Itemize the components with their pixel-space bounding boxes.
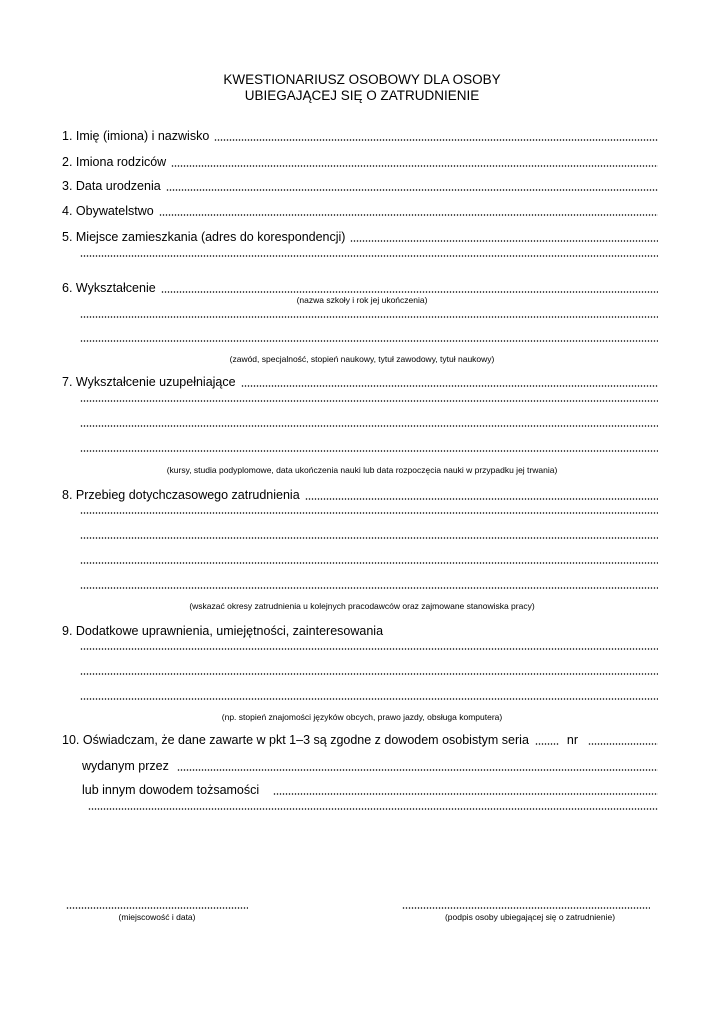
place-date-caption: (miejscowość i data): [118, 912, 196, 922]
field-name[interactable]: [62, 129, 658, 144]
field-employment[interactable]: [62, 488, 658, 503]
field-employment-line-3[interactable]: [80, 537, 658, 542]
place-date-line[interactable]: [66, 907, 248, 909]
field-issued-by-line[interactable]: [177, 769, 658, 771]
field-citizenship-label: 4. Obywatelstwo: [62, 204, 154, 218]
field-address[interactable]: [62, 230, 658, 245]
dotted-line[interactable]: [80, 587, 658, 589]
field-birth-date-line[interactable]: [166, 189, 658, 191]
field-id-number[interactable]: [588, 743, 658, 745]
field-additional-education-line-2[interactable]: [80, 400, 658, 405]
hint-profession: (zawód, specjalność, stopień naukowy, tytuł zawodowy, tytuł naukowy): [229, 354, 495, 364]
field-name-label: 1. Imię (imiona) i nazwisko: [62, 129, 210, 143]
field-address-line[interactable]: [350, 240, 658, 242]
field-employment-line[interactable]: [305, 498, 658, 500]
field-additional-education-line[interactable]: [241, 385, 658, 387]
field-skills-line-1[interactable]: [80, 648, 658, 653]
field-employment-line-4[interactable]: [80, 562, 658, 567]
field-skills-line-2[interactable]: [80, 673, 658, 678]
field-other-id[interactable]: [82, 783, 658, 798]
dotted-line[interactable]: [80, 698, 658, 700]
title-line-1: KWESTIONARIUSZ OSOBOWY DLA OSOBY: [223, 72, 501, 87]
field-issued-by-label: wydanym przez: [82, 759, 169, 773]
field-education-line[interactable]: [161, 291, 658, 293]
signature-caption: (podpis osoby ubiegającej się o zatrudnienie): [444, 912, 616, 922]
field-other-id-line-2[interactable]: [88, 808, 658, 813]
field-additional-education[interactable]: [62, 375, 658, 390]
field-issued-by[interactable]: [82, 759, 658, 774]
dotted-line[interactable]: [80, 562, 658, 564]
dotted-line[interactable]: [88, 808, 658, 810]
dotted-line[interactable]: [80, 400, 658, 402]
field-parents[interactable]: [62, 155, 658, 170]
field-employment-line-5[interactable]: [80, 587, 658, 592]
field-education-line-2[interactable]: [80, 316, 658, 321]
dotted-line[interactable]: [80, 316, 658, 318]
dotted-line[interactable]: [80, 512, 658, 514]
field-birth-date-label: 3. Data urodzenia: [62, 179, 161, 193]
field-education-label: 6. Wykształcenie: [62, 281, 156, 295]
dotted-line[interactable]: [80, 450, 658, 452]
field-name-line[interactable]: [214, 139, 658, 141]
field-additional-education-line-3[interactable]: [80, 425, 658, 430]
dotted-line[interactable]: [80, 425, 658, 427]
field-citizenship[interactable]: [62, 204, 658, 219]
dotted-line[interactable]: [80, 648, 658, 650]
field-other-id-label: lub innym dowodem tożsamości: [82, 783, 260, 797]
field-employment-line-2[interactable]: [80, 512, 658, 517]
dotted-line[interactable]: [80, 255, 658, 257]
field-skills-label: 9. Dodatkowe uprawnienia, umiejętności, zainteresowania: [62, 624, 384, 638]
field-address-label: 5. Miejsce zamieszkania (adres do korespondencji): [62, 230, 346, 244]
field-education-line-3[interactable]: [80, 340, 658, 345]
field-education[interactable]: [62, 281, 658, 296]
field-parents-line[interactable]: [171, 165, 658, 167]
dotted-line[interactable]: [80, 537, 658, 539]
field-parents-label: 2. Imiona rodziców: [62, 155, 167, 169]
dotted-line[interactable]: [80, 673, 658, 675]
field-other-id-line[interactable]: [273, 793, 658, 795]
field-address-line-2[interactable]: [80, 255, 658, 260]
hint-employment: (wskazać okresy zatrudnienia u kolejnych pracodawców oraz zajmowane stanowiska pracy): [189, 601, 535, 611]
field-additional-education-line-4[interactable]: [80, 450, 658, 455]
hint-school: (nazwa szkoły i rok jej ukończenia): [296, 295, 428, 305]
field-additional-education-label: 7. Wykształcenie uzupełniające: [62, 375, 236, 389]
field-id-number-label: nr: [566, 733, 579, 747]
field-employment-label: 8. Przebieg dotychczasowego zatrudnienia: [62, 488, 300, 502]
field-declaration[interactable]: [62, 733, 658, 748]
field-id-series[interactable]: [535, 743, 559, 745]
dotted-line[interactable]: [80, 340, 658, 342]
hint-courses: (kursy, studia podyplomowe, data ukończenia nauki lub data rozpoczęcia nauki w przypadku jej trwania): [166, 465, 558, 475]
field-citizenship-line[interactable]: [159, 214, 658, 216]
field-skills: [62, 624, 658, 639]
field-declaration-label: 10. Oświadczam, że dane zawarte w pkt 1–3 są zgodne z dowodem osobistym seria: [62, 733, 529, 747]
field-birth-date[interactable]: [62, 179, 658, 194]
field-skills-line-3[interactable]: [80, 698, 658, 703]
signature-line[interactable]: [402, 907, 650, 909]
title-line-2: UBIEGAJĄCEJ SIĘ O ZATRUDNIENIE: [244, 88, 480, 103]
hint-skills: (np. stopień znajomości języków obcych, prawo jazdy, obsługa komputera): [221, 712, 503, 722]
